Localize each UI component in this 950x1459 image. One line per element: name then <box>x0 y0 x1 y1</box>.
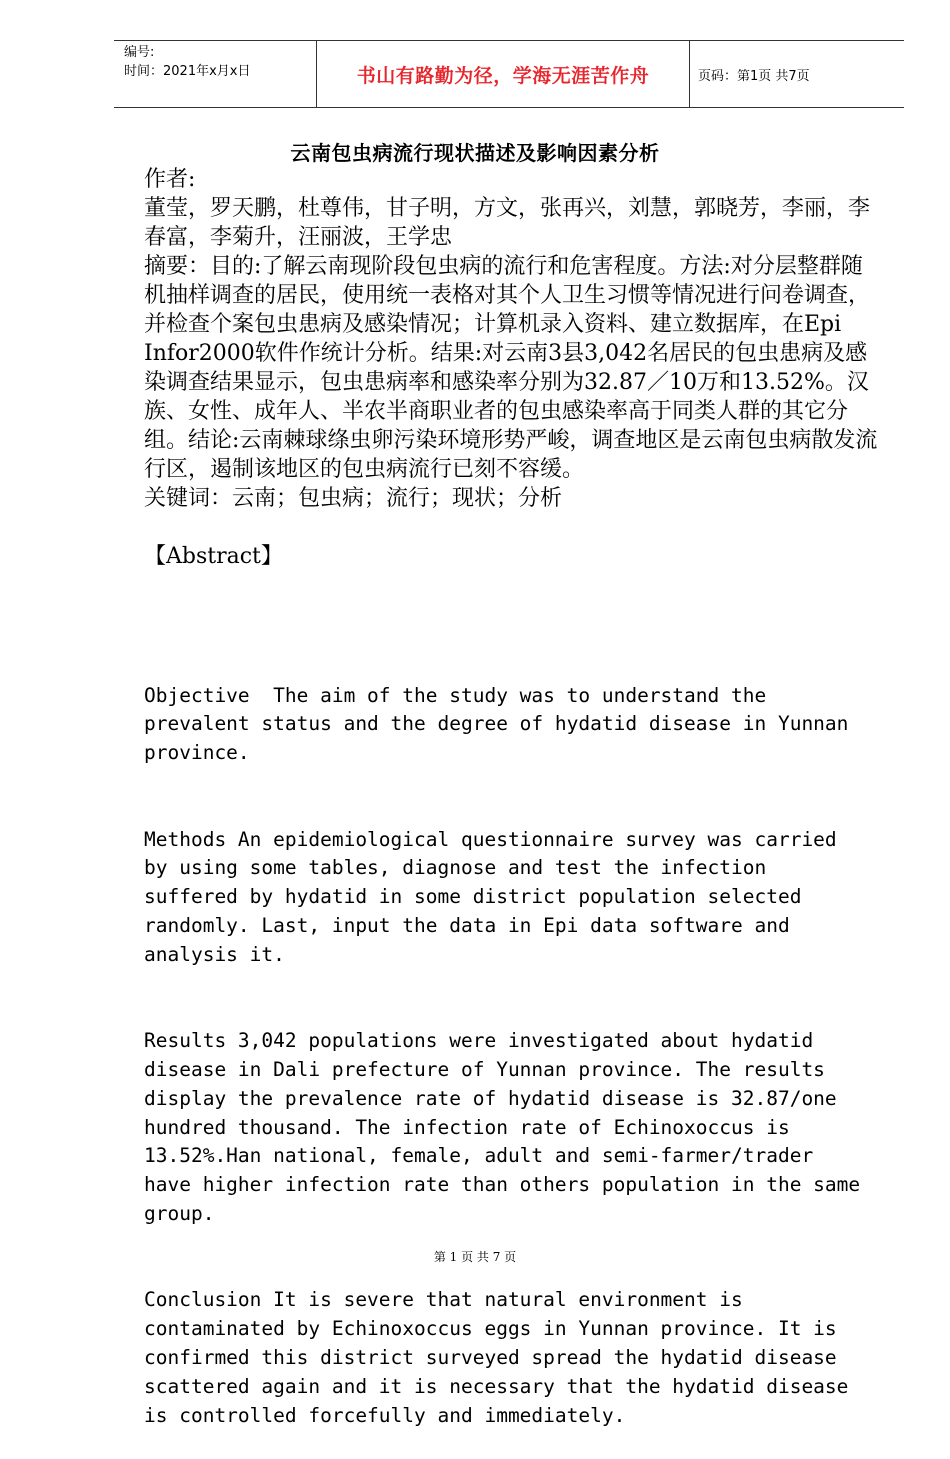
chinese-abstract: 摘要：目的:了解云南现阶段包虫病的流行和危害程度。方法:对分层整群随机抽样调查的居民，使用统一表格对其个人卫生习惯等情况进行问卷调查，并检查个案包虫患病及感染情况；计算机录入资料、建立数据库，在Epi Infor2000软件作统计分析。结果:对云南3县3,042名居民的包虫患病及感染调查结果显示，包虫患病率和感染率分别为32.87／10万和13.52%。汉族、女性、成年人、半农半商职业者的包虫感染率高于同类人群的其它分组。结论:云南棘球绦虫卵污染环境形势严峻，调查地区是云南包虫病散发流行区，遏制该地区的包虫病流行已刻不容缓。 <box>144 254 878 482</box>
header-motto: 书山有路勤为径，学海无涯苦作舟 <box>316 41 690 107</box>
header-page-label: 页码：第1页 共7页 <box>698 68 810 84</box>
english-abstract <box>144 624 889 1459</box>
document-title: 云南包虫病流行现状描述及影响因素分析 <box>290 141 660 165</box>
methods-paragraph: Methods An epidemiological questionnaire survey was carried by using some tables, diagnose and test the infection suffered by hydatid in some district population selected randomly. Last, input the data in Epi data software and analysis it. <box>144 827 837 966</box>
page-footer: 第 1 页 共 7 页 <box>433 1250 517 1264</box>
header-meta <box>114 41 316 107</box>
number-label: 编号: <box>124 45 155 60</box>
objective-paragraph: Objective The aim of the study was to understand the prevalent status and the degree of hydatid disease in Yunnan province. <box>144 683 849 765</box>
abstract-heading: 【Abstract】 <box>144 544 283 569</box>
results-paragraph: Results 3,042 populations were investigated about hydatid disease in Dali prefecture of Yunnan province. The results display the prevalence rate of hydatid disease is 32.87/one hundred thousand. The infection rate of Echinoxoccus is 13.52%.Han national, female, adult and semi-farmer/trader have higher infection rate than others population in the same group. <box>144 1029 861 1225</box>
chinese-section <box>144 165 884 571</box>
time-label: 时间：2021年x月x日 <box>124 64 251 79</box>
author-label: 作者: <box>144 167 196 192</box>
author-list: 董莹，罗天鹏，杜尊伟，甘子明，方文，张再兴，刘慧，郭晓芳，李丽，李春富，李菊升，汪丽波，王学忠 <box>144 196 871 250</box>
conclusion-paragraph: Conclusion It is severe that natural environment is contaminated by Echinoxoccus eggs in Yunnan province. It is confirmed this district surveyed spread the hydatid disease scattered again and it is necessary that the hydatid disease is controlled forcefully and immediately. <box>144 1288 849 1427</box>
blank-line <box>144 513 884 542</box>
keywords: 关键词：云南；包虫病；流行；现状；分析 <box>144 486 563 511</box>
page-header <box>114 40 904 108</box>
